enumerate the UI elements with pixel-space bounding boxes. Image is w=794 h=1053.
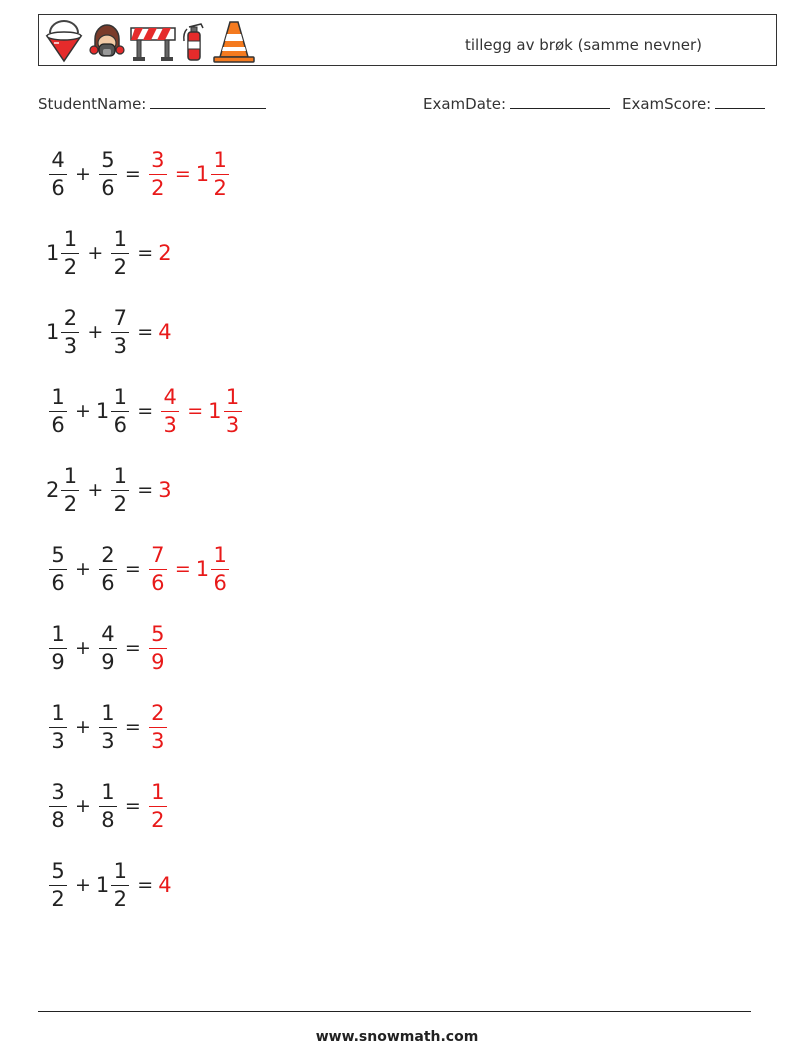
plus-sign: + [87, 321, 104, 343]
answer [146, 621, 170, 674]
numerator: 1 [61, 229, 79, 254]
numerator: 3 [49, 782, 67, 807]
fraction [99, 700, 117, 753]
denominator: 6 [113, 412, 127, 437]
problem-row [46, 462, 172, 518]
exam-score-label: ExamScore: [622, 95, 712, 113]
equals-sign: = [174, 163, 191, 185]
fraction [61, 226, 79, 279]
worksheet-title: tillegg av brøk (samme nevner) [465, 36, 703, 54]
problem-row [46, 620, 170, 676]
numerator: 1 [49, 703, 67, 728]
addend-b [96, 147, 120, 200]
denominator: 2 [213, 175, 227, 200]
fraction [161, 384, 179, 437]
student-name-label: StudentName: [38, 95, 147, 113]
plus-sign: + [75, 637, 91, 659]
denominator: 9 [51, 649, 65, 674]
addend-a [46, 779, 70, 832]
denominator: 2 [113, 491, 127, 516]
equals-sign: = [124, 716, 141, 738]
problem-row [46, 541, 232, 597]
fraction [49, 542, 67, 595]
footer-url: www.snowmath.com [315, 1029, 479, 1045]
denominator: 6 [51, 570, 65, 595]
answer-value: 4 [158, 873, 172, 897]
numerator: 7 [111, 308, 129, 333]
fire-extinguisher-icon [179, 19, 209, 63]
footer-divider [38, 1011, 751, 1012]
answer [158, 241, 171, 265]
answer [158, 384, 244, 437]
exam-score-field [622, 93, 765, 113]
numerator: 1 [149, 782, 167, 807]
answer-mixed-number [195, 542, 232, 595]
addend-a [46, 384, 70, 437]
road-barrier-icon [129, 19, 177, 63]
fraction [149, 621, 167, 674]
numerator: 2 [99, 545, 117, 570]
denominator: 2 [51, 886, 65, 911]
denominator: 3 [63, 333, 78, 358]
answer-value: 3 [158, 478, 172, 502]
whole-number: 1 [46, 320, 60, 344]
numerator: 1 [49, 624, 67, 649]
whole-number: 1 [95, 399, 110, 423]
plus-sign: + [75, 795, 91, 817]
answer-mixed-number [208, 384, 244, 437]
problem-row [46, 857, 172, 913]
answer-fraction [146, 779, 170, 832]
numerator: 1 [49, 387, 67, 412]
fraction [49, 621, 67, 674]
fraction [99, 779, 117, 832]
addend-b [108, 305, 132, 358]
problem-row [46, 699, 170, 755]
denominator: 9 [101, 649, 115, 674]
equals-sign: = [124, 558, 141, 580]
numerator: 5 [49, 545, 67, 570]
numerator: 7 [149, 545, 167, 570]
answer-fraction [146, 621, 170, 674]
fraction [111, 305, 129, 358]
addend-a [46, 621, 70, 674]
denominator: 6 [151, 570, 165, 595]
denominator: 2 [151, 807, 165, 832]
equals-sign: = [137, 242, 154, 264]
numerator: 1 [99, 782, 117, 807]
equals-sign: = [137, 400, 154, 422]
fraction [149, 779, 167, 832]
traffic-cone-icon [211, 19, 257, 63]
numerator: 1 [111, 466, 129, 491]
numerator: 2 [149, 703, 167, 728]
fraction [149, 147, 167, 200]
equals-sign: = [137, 321, 154, 343]
answer-fraction [158, 384, 182, 437]
fraction [224, 384, 242, 437]
denominator: 8 [101, 807, 115, 832]
fraction [99, 621, 117, 674]
problem-row [46, 304, 172, 360]
fraction [99, 542, 117, 595]
addend-a [46, 463, 82, 516]
numerator: 4 [161, 387, 179, 412]
addend-b [108, 226, 132, 279]
numerator: 2 [61, 308, 79, 333]
student-name-field [38, 93, 266, 113]
denominator: 3 [151, 728, 165, 753]
whole-number: 1 [195, 557, 210, 581]
denominator: 2 [151, 175, 165, 200]
equals-sign: = [187, 400, 204, 422]
fraction [61, 305, 79, 358]
fraction [111, 858, 129, 911]
fraction [99, 147, 117, 200]
answer-fraction [146, 147, 170, 200]
exam-date-label: ExamDate: [423, 95, 507, 113]
denominator: 3 [225, 412, 240, 437]
fire-bucket-icon [43, 19, 85, 63]
addend-b [108, 463, 132, 516]
problem-row [46, 225, 172, 281]
fraction [49, 858, 67, 911]
answer [146, 700, 170, 753]
numerator: 1 [111, 861, 129, 886]
addend-a [46, 858, 70, 911]
numerator: 3 [149, 150, 167, 175]
fraction [211, 147, 229, 200]
answer [158, 873, 171, 897]
numerator: 1 [211, 150, 229, 175]
fraction [49, 779, 67, 832]
exam-score-blank[interactable] [715, 93, 765, 109]
numerator: 1 [111, 229, 129, 254]
header-icons [43, 17, 259, 65]
addend-b [96, 700, 120, 753]
numerator: 4 [49, 150, 67, 175]
whole-number: 2 [46, 478, 60, 502]
numerator: 5 [49, 861, 67, 886]
denominator: 3 [101, 728, 115, 753]
answer [158, 478, 171, 502]
addend-b [95, 384, 132, 437]
equals-sign: = [137, 874, 154, 896]
denominator: 6 [101, 570, 115, 595]
gas-mask-icon [87, 19, 127, 63]
denominator: 2 [113, 254, 127, 279]
plus-sign: + [75, 874, 91, 896]
plus-sign: + [75, 163, 91, 185]
addend-a [46, 700, 70, 753]
numerator: 5 [99, 150, 117, 175]
denominator: 2 [63, 491, 78, 516]
addend-b [95, 858, 132, 911]
equals-sign: = [124, 637, 141, 659]
equals-sign: = [137, 479, 154, 501]
answer [146, 542, 232, 595]
denominator: 2 [113, 886, 127, 911]
answer-fraction [146, 700, 170, 753]
plus-sign: + [75, 558, 91, 580]
denominator: 9 [151, 649, 165, 674]
fraction [149, 542, 167, 595]
fraction [111, 226, 129, 279]
addend-b [96, 779, 120, 832]
denominator: 3 [51, 728, 65, 753]
problem-row [46, 778, 170, 834]
answer-fraction [146, 542, 170, 595]
equals-sign: = [124, 163, 141, 185]
exam-date-blank[interactable] [510, 93, 610, 109]
whole-number: 1 [95, 873, 110, 897]
numerator: 1 [61, 466, 79, 491]
whole-number: 1 [46, 241, 60, 265]
exam-date-field [423, 93, 610, 113]
answer-mixed-number [195, 147, 232, 200]
fraction [49, 147, 67, 200]
plus-sign: + [87, 479, 104, 501]
answer-value: 2 [158, 241, 172, 265]
denominator: 6 [51, 175, 65, 200]
denominator: 3 [113, 333, 127, 358]
fraction [111, 384, 129, 437]
numerator: 1 [224, 387, 242, 412]
equals-sign: = [124, 795, 141, 817]
problem-row [46, 146, 232, 202]
fraction [49, 700, 67, 753]
addend-a [46, 542, 70, 595]
problem-row [46, 383, 245, 439]
fraction [149, 700, 167, 753]
answer [146, 147, 232, 200]
addend-b [96, 621, 120, 674]
addend-a [46, 147, 70, 200]
fraction [49, 384, 67, 437]
denominator: 2 [63, 254, 78, 279]
equals-sign: = [174, 558, 191, 580]
fraction [61, 463, 79, 516]
whole-number: 1 [195, 162, 210, 186]
fraction [211, 542, 229, 595]
denominator: 8 [51, 807, 65, 832]
fraction [111, 463, 129, 516]
numerator: 1 [211, 545, 229, 570]
plus-sign: + [75, 400, 91, 422]
plus-sign: + [75, 716, 91, 738]
numerator: 4 [99, 624, 117, 649]
denominator: 6 [101, 175, 115, 200]
denominator: 3 [163, 412, 177, 437]
numerator: 1 [111, 387, 129, 412]
plus-sign: + [87, 242, 104, 264]
addend-a [46, 226, 82, 279]
addend-b [96, 542, 120, 595]
student-name-blank[interactable] [150, 93, 266, 109]
denominator: 6 [51, 412, 65, 437]
numerator: 5 [149, 624, 167, 649]
numerator: 1 [99, 703, 117, 728]
denominator: 6 [213, 570, 227, 595]
addend-a [46, 305, 82, 358]
whole-number: 1 [208, 399, 222, 423]
answer-value: 4 [158, 320, 172, 344]
answer [158, 320, 171, 344]
answer [146, 779, 170, 832]
worksheet-header [38, 14, 777, 66]
